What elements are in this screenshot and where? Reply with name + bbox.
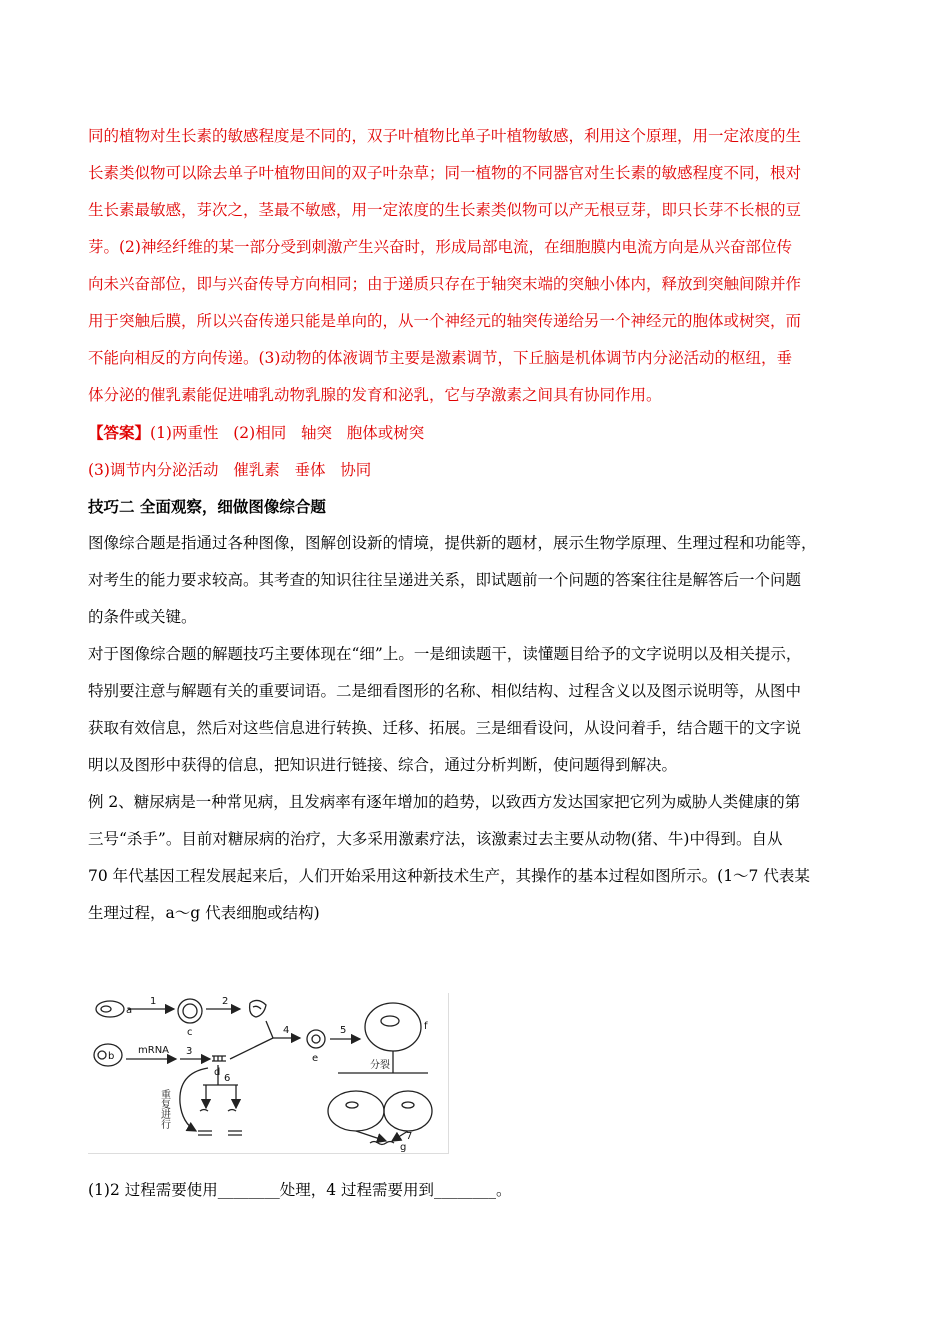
label-n5: 5 — [340, 1025, 347, 1036]
technique-line: 明以及图形中获得的信息，把知识进行链接、综合，通过分析判断，使问题得到解决。 — [88, 756, 678, 774]
daughter-cell-left — [328, 1091, 384, 1131]
explanation-line: 生长素最敏感，芽次之，茎最不敏感，用一定浓度的生长素类似物可以产无根豆芽，即只长芽不长根的豆 — [88, 201, 802, 219]
label-mrna: mRNA — [138, 1045, 170, 1056]
technique-line: 获取有效信息，然后对这些信息进行转换、迁移、拓展。三是细看设问，从设问着手，结合题干的文字说 — [88, 719, 802, 737]
cut-plasmid — [250, 1000, 266, 1017]
label-f: f — [424, 1021, 428, 1032]
technique-line: 特别要注意与解题有关的重要词语。二是细看图形的名称、相似结构、过程含义以及图示说明等，从图中 — [88, 682, 802, 700]
explanation-line: 用于突触后膜，所以兴奋传递只能是单向的，从一个神经元的轴突传递给另一个神经元的胞体或树突，而 — [88, 312, 802, 330]
example-line: 生理过程，a～g 代表细胞或结构) — [88, 904, 320, 922]
label-n7: 7 — [406, 1131, 413, 1142]
explanation-line: 向未兴奋部位，即与兴奋传导方向相同；由于递质只存在于轴突末端的突触小体内，释放到突触间隙并作 — [88, 275, 802, 293]
label-c: c — [187, 1027, 193, 1038]
label-n1: 1 — [150, 996, 157, 1007]
technique-line: 对于图像综合题的解题技巧主要体现在“细”上。一是细读题干，读懂题目给予的文字说明以及相关提示， — [88, 645, 802, 663]
technique-paragraph — [88, 636, 868, 784]
explanation-line: 体分泌的催乳素能促进哺乳动物乳腺的发育和泌乳，它与孕激素之间具有协同作用。 — [88, 386, 662, 404]
answer-text-1: (1)两重性 (2)相同 轴突 胞体或树突 — [150, 424, 425, 442]
explanation-paragraph — [88, 118, 868, 414]
intro-line: 的条件或关键。 — [88, 608, 197, 626]
genetic-engineering-diagram — [88, 993, 449, 1154]
label-e: e — [312, 1053, 319, 1064]
label-g: g — [400, 1142, 407, 1153]
section-heading: 技巧二 全面观察，细做图像综合题 — [88, 498, 326, 516]
explanation-line: 长素类似物可以除去单子叶植物田间的双子叶杂草；同一植物的不同器官对生长素的敏感程度不同，根对 — [88, 164, 802, 182]
intro-paragraph — [88, 525, 868, 636]
answer-label: 【答案】 — [88, 423, 151, 442]
label-d: d — [214, 1067, 221, 1078]
recombinant-e — [307, 1030, 325, 1048]
question-1: (1)2 过程需要使用________处理，4 过程需要用到________。 — [88, 1181, 512, 1199]
explanation-line: 同的植物对生长素的敏感程度是不同的，双子叶植物比单子叶植物敏感，利用这个原理，用一定浓度的生 — [88, 127, 802, 145]
daughter-cell-right — [384, 1091, 432, 1131]
product-g — [370, 1142, 394, 1145]
label-repeat: 重复进行 — [158, 1089, 170, 1129]
intro-line: 图像综合题是指通过各种图像，图解创设新的情境，提供新的题材，展示生物学原理、生理过程和功能等， — [88, 534, 817, 552]
explanation-line: 芽。(2)神经纤维的某一部分受到刺激产生兴奋时，形成局部电流，在细胞膜内电流方向是从兴奋部位传 — [88, 238, 792, 256]
cell-c — [178, 999, 202, 1023]
label-a: a — [126, 1005, 133, 1016]
example-line: 70 年代基因工程发展起来后，人们开始采用这种新技术生产，其操作的基本过程如图所示。(1～7 代表某 — [88, 867, 810, 885]
label-n4: 4 — [283, 1025, 290, 1036]
intro-line: 对考生的能力要求较高。其考查的知识往往呈递进关系，即试题前一个问题的答案往往是解答后一个问题 — [88, 571, 802, 589]
explanation-line: 不能向相反的方向传递。(3)动物的体液调节主要是激素调节，下丘脑是机体调节内分泌活动的枢纽，垂 — [88, 349, 792, 367]
diagram-svg — [88, 993, 448, 1153]
label-b: b — [108, 1051, 115, 1062]
label-n2: 2 — [222, 996, 229, 1007]
label-n6: 6 — [224, 1073, 231, 1084]
answer-line-1 — [88, 414, 868, 452]
label-divide: 分裂 — [370, 1060, 390, 1071]
example-line: 三号“杀手”。目前对糖尿病的治疗，大多采用激素疗法，该激素过去主要从动物(猪、牛)中得到。自从 — [88, 830, 783, 848]
cell-a — [96, 1001, 124, 1017]
label-n3: 3 — [186, 1046, 193, 1057]
example-line: 例 2、糖尿病是一种常见病，且发病率有逐年增加的趋势，以致西方发达国家把它列为威胁人类健康的第 — [88, 793, 801, 811]
example-paragraph — [88, 784, 868, 932]
cell-f — [365, 1003, 421, 1051]
page-content — [88, 118, 868, 932]
answer-line-2: (3)调节内分泌活动 催乳素 垂体 协同 — [88, 461, 372, 479]
